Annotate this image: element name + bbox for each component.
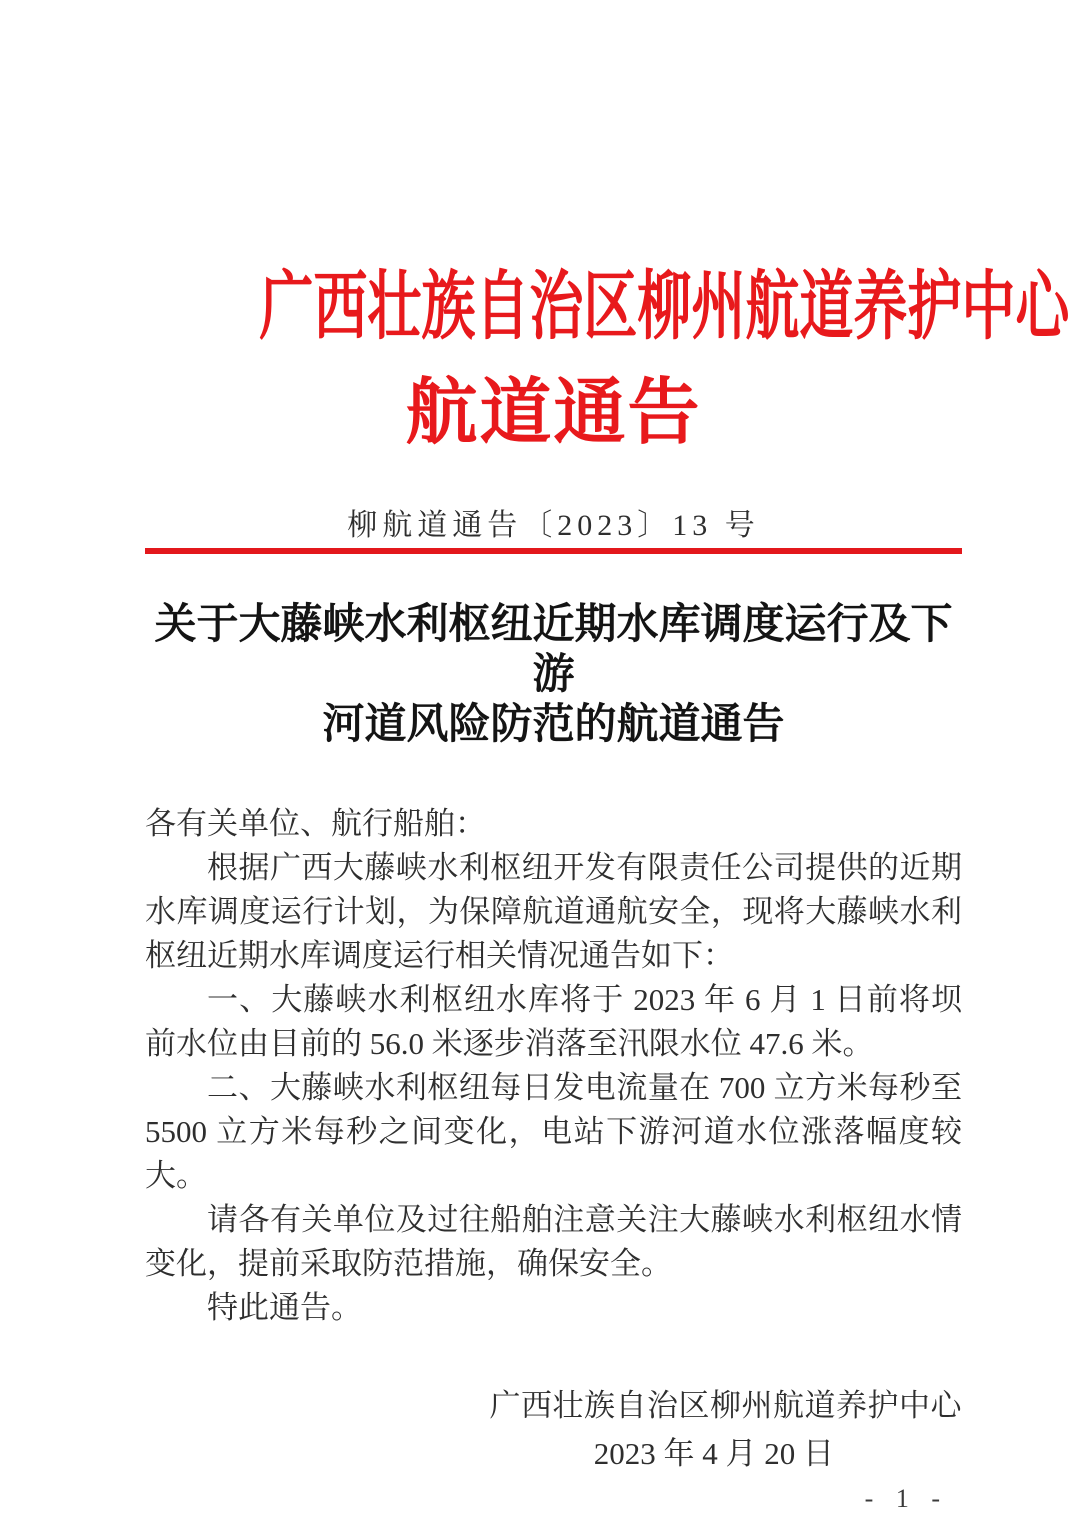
salutation: 各有关单位、航行船舶： (145, 806, 486, 841)
notice-title (145, 600, 962, 750)
document-type-title: 航道通告 (405, 373, 702, 453)
paragraph-item-2: 二、大藤峡水利枢纽每日发电流量在 700 立方米每秒至 5500 立方米每秒之间变化，电站下游河道水位涨落幅度较大。 (145, 1070, 962, 1193)
paragraph-advisory: 请各有关单位及过往船舶注意关注大藤峡水利枢纽水情变化，提前采取防范措施，确保安全。 (145, 1202, 962, 1281)
issue-date: 2023 年 4 月 20 日 (593, 1436, 834, 1471)
notice-title-line2: 河道风险防范的航道通告 (322, 702, 785, 748)
notice-body (145, 802, 962, 1330)
letterhead-divider-rule (145, 548, 962, 554)
notice-title-line1: 关于大藤峡水利枢纽近期水库调度运行及下游 (154, 602, 953, 698)
paragraph-closing: 特此通告。 (207, 1290, 362, 1325)
notice-footer (145, 1384, 962, 1514)
page-number: - 1 - (864, 1484, 948, 1513)
organization-title: 广西壮族自治区柳州航道养护中心 (259, 266, 1070, 349)
paragraph-intro: 根据广西大藤峡水利枢纽开发有限责任公司提供的近期水库调度运行计划，为保障航道通航安全，现将大藤峡水利枢纽近期水库调度运行相关情况通告如下： (145, 850, 962, 973)
letterhead (145, 266, 1070, 554)
issuing-authority-signature: 广西壮族自治区柳州航道养护中心 (489, 1388, 962, 1423)
paragraph-item-1: 一、大藤峡水利枢纽水库将于 2023 年 6 月 1 日前将坝前水位由目前的 56.0 米逐步消落至汛限水位 47.6 米。 (145, 982, 962, 1061)
notice-title-section (145, 600, 962, 750)
document-number: 柳航道通告〔2023〕13 号 (347, 509, 760, 542)
